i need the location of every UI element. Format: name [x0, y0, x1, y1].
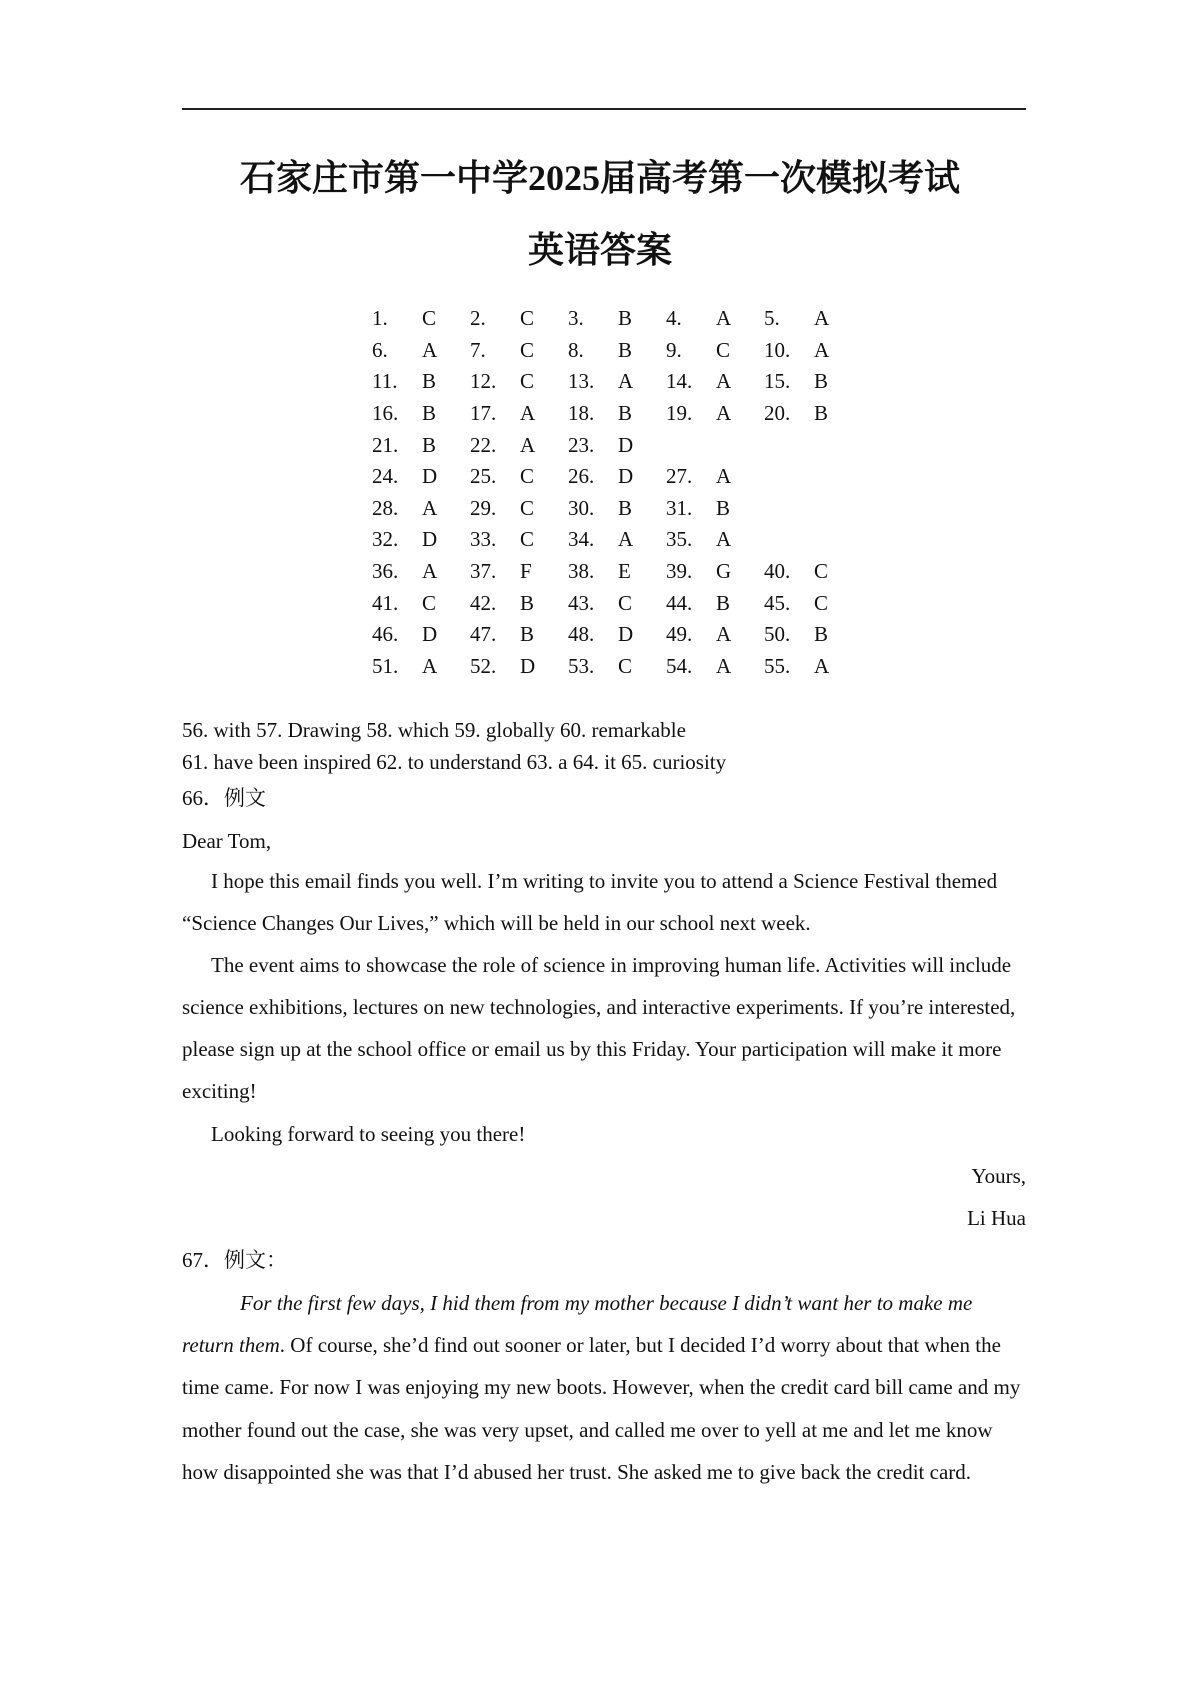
question-number: 45.: [764, 590, 791, 615]
answer-letter: C: [520, 495, 535, 520]
question-number: 11.: [372, 369, 398, 394]
question-number: 8.: [568, 337, 584, 362]
question-number: 32.: [372, 527, 399, 552]
question-number: 17.: [470, 401, 497, 426]
question-number: 23.: [568, 432, 595, 457]
answer-letter: C: [520, 369, 535, 394]
answer-letter: C: [520, 306, 535, 331]
answer-letter: A: [814, 306, 830, 331]
question-number: 40.: [764, 559, 791, 584]
question-number: 43.: [568, 590, 595, 615]
answer-row: [372, 619, 862, 651]
question-number: 21.: [372, 432, 399, 457]
question-number: 52.: [470, 653, 497, 678]
q66-paragraph-3-text: Looking forward to seeing you there!: [211, 1122, 526, 1146]
answer-letter: A: [618, 527, 634, 552]
exam-title: 石家庄市第一中学2025届高考第一次模拟考试: [239, 158, 960, 198]
q67-body: . Of course, she’d find out sooner or later, but I decided I’d worry about that when the time came. For now I was enjoying my new boots. However, when the credit card bill came and my mother found out the case, she was very upset, and called me over to yell at me and let me know how disappointed she was that I’d abused her trust. She asked me to give back the credit card.: [182, 1333, 1021, 1484]
answer-row: [372, 651, 862, 683]
q67-lead-line-1: For the first few days, I hid them from my mother because I didn’t want her to make me: [240, 1291, 973, 1315]
question-number: 44.: [666, 590, 693, 615]
question-number: 49.: [666, 622, 693, 647]
q66-closing: Yours,: [971, 1164, 1026, 1188]
answer-letter: B: [422, 432, 437, 457]
question-number: 14.: [666, 369, 693, 394]
question-number: 16.: [372, 401, 399, 426]
answer-letter: C: [618, 590, 633, 615]
answer-letter: C: [814, 590, 829, 615]
answer-letter: A: [716, 306, 732, 331]
answer-letter: B: [814, 369, 829, 394]
question-number: 37.: [470, 559, 497, 584]
answer-letter: A: [716, 527, 732, 552]
header-rule: [182, 108, 1026, 110]
answer-letter: C: [716, 337, 731, 362]
question-number: 12.: [470, 369, 497, 394]
question-number: 39.: [666, 559, 693, 584]
question-number: 55.: [764, 653, 791, 678]
answer-letter: G: [716, 559, 732, 584]
q67-heading: 67．例文：: [182, 1248, 287, 1272]
answer-letter: D: [520, 653, 536, 678]
question-number: 3.: [568, 306, 584, 331]
answer-letter: B: [618, 306, 633, 331]
answer-letter: A: [520, 432, 536, 457]
answer-letter: D: [422, 622, 438, 647]
answer-letter: B: [814, 622, 829, 647]
question-number: 30.: [568, 495, 595, 520]
q66-signature: Li Hua: [967, 1206, 1026, 1230]
answer-letter: D: [422, 464, 438, 489]
answer-row: [372, 524, 862, 556]
question-number: 31.: [666, 495, 693, 520]
answer-letter: C: [814, 559, 829, 584]
question-number: 5.: [764, 306, 780, 331]
answer-letter: C: [422, 590, 437, 615]
q66-paragraph-1: [182, 860, 1032, 944]
answer-letter: C: [422, 306, 437, 331]
answer-letter: C: [520, 527, 535, 552]
answer-letter: E: [618, 559, 631, 584]
question-number: 13.: [568, 369, 595, 394]
question-number: 1.: [372, 306, 388, 331]
answer-letter: A: [422, 495, 438, 520]
answer-letter: B: [814, 401, 829, 426]
question-number: 29.: [470, 495, 497, 520]
question-number: 28.: [372, 495, 399, 520]
question-number: 7.: [470, 337, 486, 362]
answer-letter: A: [618, 369, 634, 394]
answer-letter: A: [716, 369, 732, 394]
question-number: 51.: [372, 653, 399, 678]
question-number: 22.: [470, 432, 497, 457]
answer-row: [372, 587, 862, 619]
answer-letter: A: [422, 559, 438, 584]
answer-row: [372, 303, 862, 335]
answer-letter: B: [618, 337, 633, 362]
answer-letter: A: [520, 401, 536, 426]
question-number: 46.: [372, 622, 399, 647]
question-number: 19.: [666, 401, 693, 426]
answer-letter: A: [716, 622, 732, 647]
question-number: 20.: [764, 401, 791, 426]
question-number: 41.: [372, 590, 399, 615]
grammar-fill-line-1: 56. with 57. Drawing 58. which 59. globally 60. remarkable: [182, 718, 686, 742]
answer-row: [372, 556, 862, 588]
answer-letter: C: [520, 464, 535, 489]
answer-row: [372, 429, 862, 461]
answer-letter: A: [716, 464, 732, 489]
answer-letter: A: [422, 337, 438, 362]
question-number: 26.: [568, 464, 595, 489]
q66-salutation: Dear Tom,: [182, 829, 272, 853]
question-number: 9.: [666, 337, 682, 362]
question-number: 38.: [568, 559, 595, 584]
answer-grid: [372, 303, 862, 682]
answer-letter: D: [618, 432, 634, 457]
answer-key-title: 英语答案: [527, 230, 672, 270]
question-number: 35.: [666, 527, 693, 552]
answer-letter: B: [422, 369, 437, 394]
answer-letter: B: [422, 401, 437, 426]
answer-letter: A: [422, 653, 438, 678]
answer-letter: A: [814, 337, 830, 362]
grammar-fill-line-2: 61. have been inspired 62. to understand 63. a 64. it 65. curiosity: [182, 750, 727, 774]
q66-heading: 66．例文: [182, 786, 266, 810]
answer-letter: B: [520, 590, 535, 615]
question-number: 53.: [568, 653, 595, 678]
question-number: 10.: [764, 337, 791, 362]
answer-letter: B: [618, 401, 633, 426]
q66-paragraph-1-text: I hope this email finds you well. I’m writing to invite you to attend a Science Festival themed “Science Changes Our Lives,” which will be held in our school next week.: [182, 869, 998, 935]
question-number: 54.: [666, 653, 693, 678]
question-number: 24.: [372, 464, 399, 489]
answer-row: [372, 398, 862, 430]
question-number: 27.: [666, 464, 693, 489]
question-number: 42.: [470, 590, 497, 615]
answer-row: [372, 493, 862, 525]
answer-letter: B: [618, 495, 633, 520]
answer-letter: D: [422, 527, 438, 552]
answer-letter: F: [520, 559, 532, 584]
question-number: 4.: [666, 306, 682, 331]
q66-paragraph-2: [182, 944, 1032, 1112]
q66-paragraph-2-text: The event aims to showcase the role of science in improving human life. Activities will include science exhibitions, lectures on new technologies, and interactive experiments. If you’re interested, please sign up at the school office or email us by this Friday. Your participation will make it more exciting!: [182, 953, 1016, 1103]
question-number: 50.: [764, 622, 791, 647]
answer-letter: D: [618, 622, 634, 647]
question-number: 15.: [764, 369, 791, 394]
question-number: 34.: [568, 527, 595, 552]
question-number: 47.: [470, 622, 497, 647]
answer-letter: C: [520, 337, 535, 362]
answer-letter: B: [520, 622, 535, 647]
q66-paragraph-3: [182, 1113, 1032, 1155]
answer-letter: D: [618, 464, 634, 489]
question-number: 6.: [372, 337, 388, 362]
answer-grid-body: [372, 303, 862, 682]
q67-paragraph: [182, 1282, 1032, 1493]
question-number: 48.: [568, 622, 595, 647]
question-number: 25.: [470, 464, 497, 489]
question-number: 18.: [568, 401, 595, 426]
answer-row: [372, 335, 862, 367]
answer-row: [372, 366, 862, 398]
answer-letter: A: [716, 653, 732, 678]
question-number: 36.: [372, 559, 399, 584]
question-number: 33.: [470, 527, 497, 552]
q67-lead-line-2: return them: [182, 1333, 280, 1358]
answer-letter: A: [814, 653, 830, 678]
answer-row: [372, 461, 862, 493]
answer-letter: B: [716, 495, 731, 520]
answer-letter: A: [716, 401, 732, 426]
answer-letter: C: [618, 653, 633, 678]
answer-letter: B: [716, 590, 731, 615]
question-number: 2.: [470, 306, 486, 331]
